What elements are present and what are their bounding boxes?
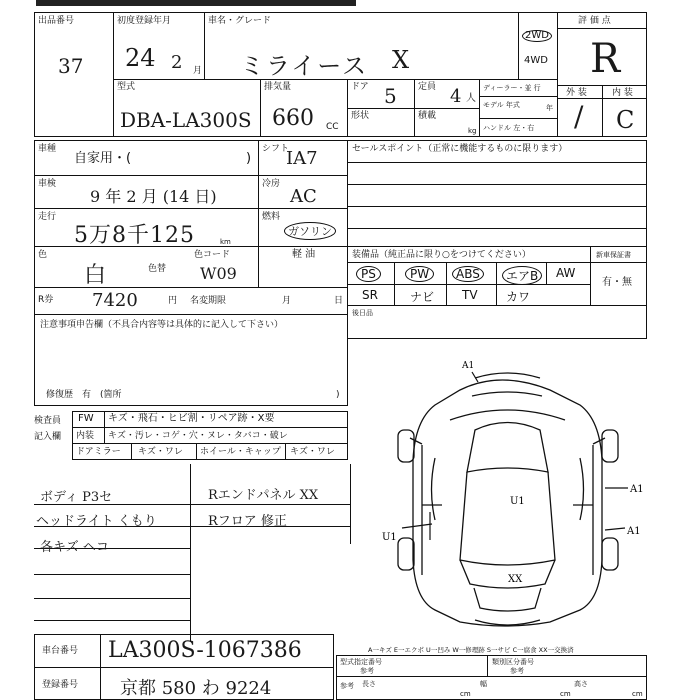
lot-number: 37 [58,54,84,78]
load-label: 積載 [418,111,437,121]
equip-abs: ABS [452,266,484,282]
mark-xx-rear: XX [508,574,523,585]
inspector-door-mirror-text: キズ・ワレ [138,447,183,457]
mark-a1-right-lower: A1 [627,526,641,537]
color-change-label: 色替 [148,264,167,274]
inspector-interior-text: キズ・汚レ・コゲ・穴・ヌレ・タバコ・破レ [108,431,288,441]
car-damage-diagram [380,360,670,630]
height-cm: cm [632,690,643,698]
note-right-1: Rエンドパネル XX [208,488,319,503]
day-label: 日 [334,296,344,306]
shift-label: シフト [262,144,290,154]
interior-value: C [616,106,635,134]
dealer-label: ディーラー・並 行 [483,84,541,92]
reg-value: 京都 580 わ 9224 [120,678,272,699]
model-value: DBA-LA300S [120,108,252,132]
notes-label: 注意事項申告欄（不具合内容等は具体的に記入して下さい） [40,320,284,330]
exterior-label: 外 装 [566,88,587,98]
usage-label: 車種 [38,144,57,154]
repair-label: 修復歴 有 (箇所 [46,390,122,400]
mark-u1-center: U1 [510,496,525,507]
inspector-label-1: 検査員 [34,416,62,426]
usage-close: ) [246,151,252,166]
mark-a1-top: A1 [462,361,475,371]
exterior-value: / [574,100,584,133]
shift-value: IA7 [286,148,318,169]
drive-4wd: 4WD [524,55,548,66]
inspection-label: 車検 [38,179,57,189]
sales-point-label: セールスポイント（正常に機能するものに限ります） [352,144,568,154]
fuel-label: 燃料 [262,212,281,222]
note-left-1: ボディ P3セ [40,490,113,505]
kg-unit: kg [468,127,477,135]
capacity-unit: 人 [466,93,476,104]
color-code-label: 色コード [194,250,231,260]
type-desig-label: 型式指定番号 [340,658,382,666]
after-box [347,305,647,339]
equip-leather: カワ [506,290,531,304]
dims-box [336,676,647,700]
fuel-gas: ガソリン [284,222,336,240]
equip-navi: ナビ [410,290,435,304]
reg-label: 登録番号 [42,680,79,690]
color-label: 色 [38,250,48,260]
color-value: 白 [84,263,107,288]
displacement-value: 660 [272,106,314,131]
car-name: ミライース [240,52,369,80]
mileage-value: 5万8千125 [74,223,195,248]
door-label: ドア [351,82,369,92]
new-car-label: 新車保証書 [596,251,631,259]
inspection-value: 9 年 2 月 (14 日) [90,187,217,206]
height-label: 高さ [574,680,588,688]
width-label: 幅 [480,680,487,688]
first-reg-label: 初度登録年月 [117,16,172,26]
equip-sr: SR [362,288,378,302]
lot-label: 出品番号 [38,16,75,26]
ac-label: 冷房 [262,179,281,189]
cat-ref: 参考 [510,667,524,675]
month-label: 月 [282,296,292,306]
inspector-fw-text: キズ・飛石・ヒビ割・リペア跡・X要 [108,413,275,424]
type-desig-ref: 参考 [360,667,374,675]
mark-a1-right-upper: A1 [630,484,644,495]
interior-label: 内 装 [612,88,633,98]
note-left-3: 各キズ ヘコ [40,540,109,555]
inspector-wheel-cap-text: キズ・ワレ [290,447,335,457]
handle-label: ハンドル 左・右 [483,124,535,132]
first-reg-month: 2 [171,52,183,73]
inspector-interior: 内装 [76,431,95,441]
name-label: 車名・グレード [208,16,272,26]
drive-box [518,12,558,80]
equip-tv: TV [462,288,478,302]
chassis-label: 車台番号 [42,646,79,656]
ac-value: AC [290,186,317,207]
model-year-label: モデル 年式 [483,101,520,109]
km-unit: km [220,238,231,246]
recycle-value: 7420 [92,290,138,311]
inspector-door-mirror: ドアミラー [76,447,121,457]
damage-legend: A一キズ E一エクボ U一凹み W一修理跡 S一サビ C一腐食 XX一交換済 [368,646,574,654]
cc-unit: CC [326,122,339,132]
year-unit: 年 [546,104,553,112]
color-code-value: W09 [200,264,237,283]
score-label: 評 価 点 [578,16,611,26]
recycle-label: R券 [38,295,54,305]
warranty-value: 有・無 [602,277,632,288]
month-unit: 月 [193,66,203,76]
note-right-2: Rフロア 修正 [208,514,287,529]
mark-u1-left: U1 [382,532,397,543]
repair-close: ) [336,390,340,400]
after-label: 後日品 [352,309,373,317]
drive-2wd: 2WD [522,30,552,42]
equip-ps: PS [356,266,381,282]
yen-unit: 円 [168,296,178,306]
top-bar [36,0,356,6]
shape-label: 形状 [351,111,370,121]
sales-point-box [347,140,647,247]
length-label: 長さ [362,680,376,688]
equip-pw: PW [405,266,434,282]
equip-aw: AW [556,266,576,280]
usage-value: 自家用・( [74,151,132,166]
length-cm: cm [460,690,471,698]
equip-airbag: エアB [502,266,542,285]
note-left-2: ヘッドライト くもり [36,514,157,529]
cat-label: 類別区分番号 [492,658,534,666]
displacement-label: 排気量 [264,82,292,92]
grade: X [392,46,410,74]
model-label: 型式 [117,82,136,92]
score-value: R [590,36,621,82]
width-cm: cm [560,690,571,698]
mileage-label: 走行 [38,212,57,222]
dims-ref: 参考 [340,682,354,690]
inspector-wheel-cap: ホイール・キャップ [200,447,281,457]
capacity-value: 4 [450,86,462,107]
fuel-diesel: 軽 油 [292,249,316,260]
first-reg-year: 24 [125,44,156,72]
door-value: 5 [384,84,397,108]
chassis-value: LA300S-1067386 [108,638,302,663]
name-change-label: 名変期限 [190,296,227,306]
inspector-label-2: 記入欄 [34,432,62,442]
inspector-fw: FW [78,413,94,424]
capacity-label: 定員 [418,82,437,92]
equipment-label: 装備品（純正品に限り○をつけてください） [352,250,531,260]
